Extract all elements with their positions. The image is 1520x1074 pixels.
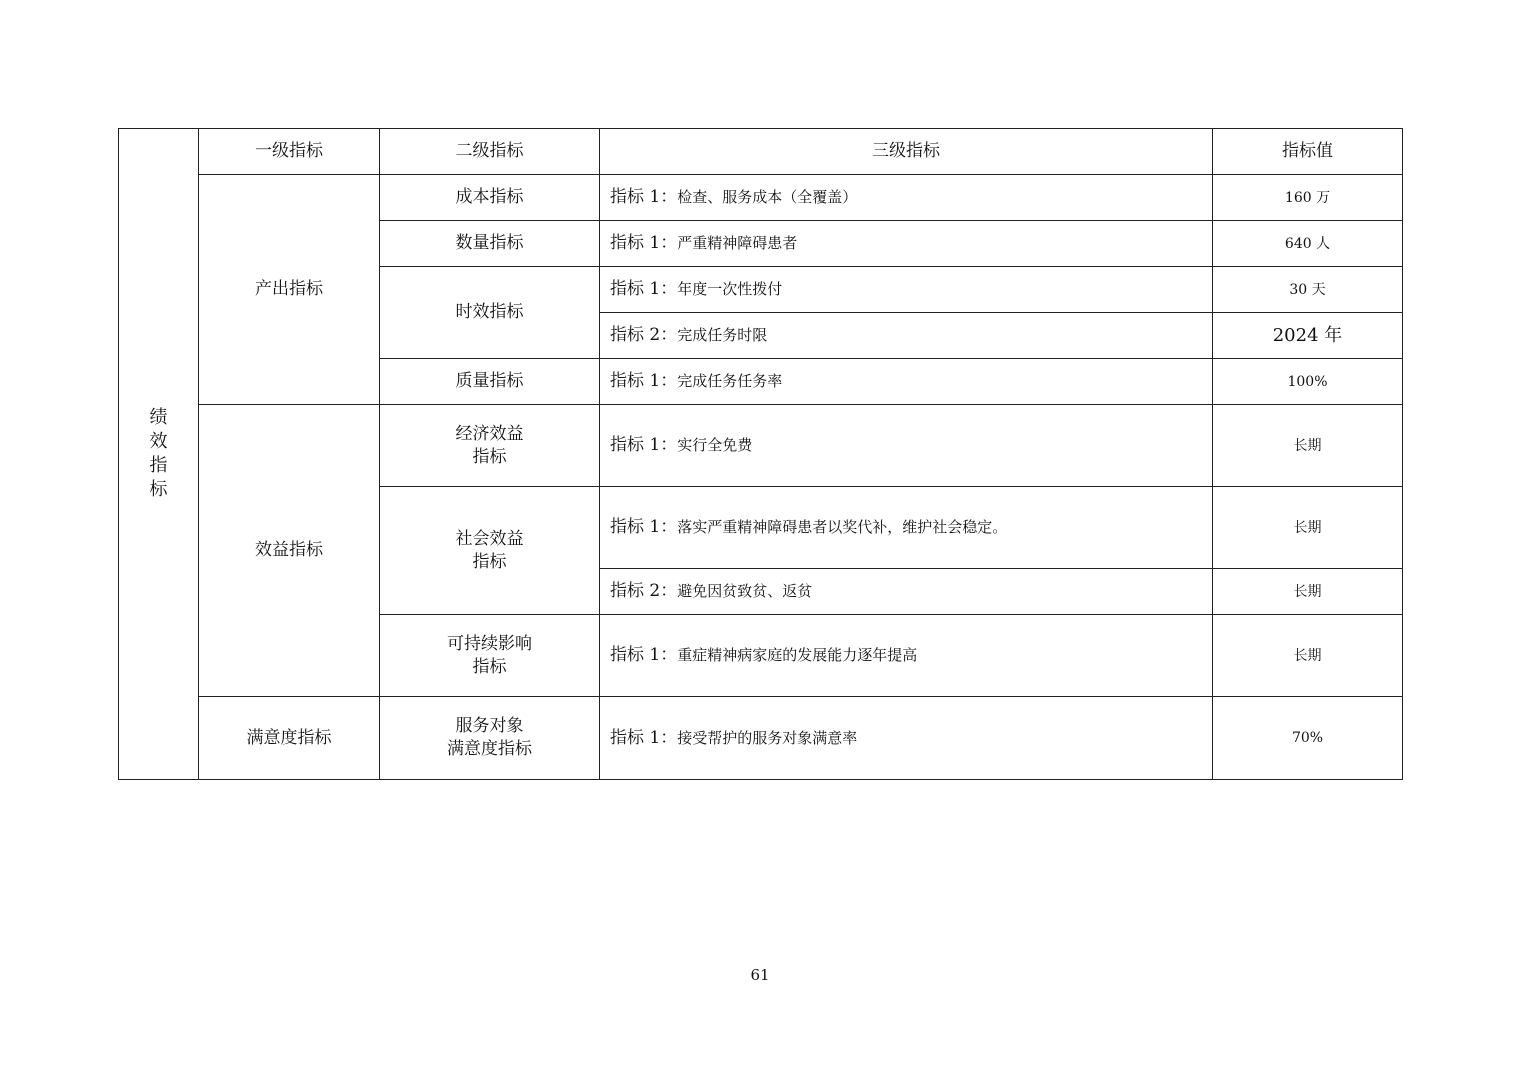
value-cell: 100% bbox=[1213, 359, 1403, 405]
value-cell: 长期 bbox=[1213, 487, 1403, 569]
value-cell: 长期 bbox=[1213, 405, 1403, 487]
value-cell: 640 人 bbox=[1213, 221, 1403, 267]
level2-cell: 质量指标 bbox=[380, 359, 600, 405]
table-row bbox=[119, 405, 1403, 487]
page-number: 61 bbox=[750, 966, 770, 984]
level3-cell: 指标 2：避免因贫致贫、返贫 bbox=[600, 569, 1213, 615]
value-cell: 30 天 bbox=[1213, 267, 1403, 313]
level2-cell: 时效指标 bbox=[380, 267, 600, 359]
level2-cell: 可持续影响 指标 bbox=[380, 615, 600, 697]
header-value: 指标值 bbox=[1213, 129, 1403, 175]
level2-cell: 经济效益 指标 bbox=[380, 405, 600, 487]
level2-cell: 成本指标 bbox=[380, 175, 600, 221]
header-level2: 二级指标 bbox=[380, 129, 600, 175]
table-row bbox=[119, 175, 1403, 221]
level3-cell: 指标 1：落实严重精神障碍患者以奖代补，维护社会稳定。 bbox=[600, 487, 1213, 569]
level2-cell: 服务对象 满意度指标 bbox=[380, 697, 600, 780]
performance-indicator-table bbox=[118, 128, 1403, 780]
level3-cell: 指标 1：检查、服务成本（全覆盖） bbox=[600, 175, 1213, 221]
header-level3: 三级指标 bbox=[600, 129, 1213, 175]
category-label: 绩效指标 bbox=[149, 407, 168, 500]
value-cell: 2024 年 bbox=[1213, 313, 1403, 359]
level3-cell: 指标 1：重症精神病家庭的发展能力逐年提高 bbox=[600, 615, 1213, 697]
level1-cell: 效益指标 bbox=[199, 405, 380, 697]
level2-cell: 数量指标 bbox=[380, 221, 600, 267]
value-cell: 70% bbox=[1213, 697, 1403, 780]
category-cell bbox=[119, 129, 199, 780]
level1-cell: 产出指标 bbox=[199, 175, 380, 405]
header-level1: 一级指标 bbox=[199, 129, 380, 175]
level1-cell: 满意度指标 bbox=[199, 697, 380, 780]
value-cell: 长期 bbox=[1213, 615, 1403, 697]
table-header-row bbox=[119, 129, 1403, 175]
level3-cell: 指标 1：完成任务任务率 bbox=[600, 359, 1213, 405]
level3-cell: 指标 1：年度一次性拨付 bbox=[600, 267, 1213, 313]
level2-cell: 社会效益 指标 bbox=[380, 487, 600, 615]
value-cell: 160 万 bbox=[1213, 175, 1403, 221]
value-cell: 长期 bbox=[1213, 569, 1403, 615]
table-row bbox=[119, 697, 1403, 780]
level3-cell: 指标 1：严重精神障碍患者 bbox=[600, 221, 1213, 267]
level3-cell: 指标 2：完成任务时限 bbox=[600, 313, 1213, 359]
level3-cell: 指标 1：实行全免费 bbox=[600, 405, 1213, 487]
level3-cell: 指标 1：接受帮护的服务对象满意率 bbox=[600, 697, 1213, 780]
